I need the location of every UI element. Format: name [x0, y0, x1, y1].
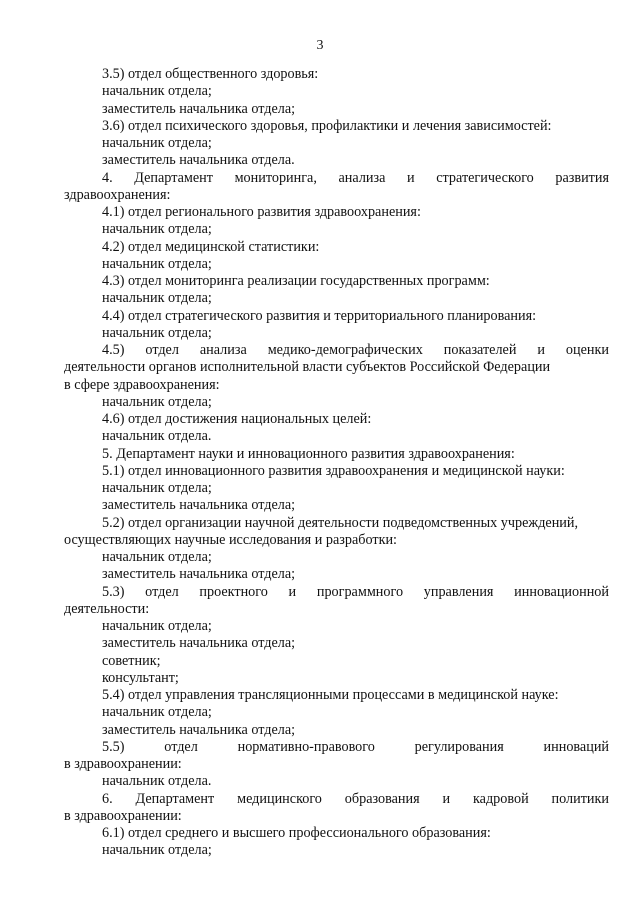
item-5-5-cont: в здравоохранении: — [64, 756, 182, 772]
item-4-5-cont: в сфере здравоохранения: — [64, 376, 220, 393]
position-line: начальник отдела; — [102, 324, 212, 341]
department-4-heading: 4. Департамент мониторинга, анализа и стратегического развития — [102, 169, 609, 186]
position-line: заместитель начальника отдела; — [102, 100, 296, 117]
position-line: начальник отдела; — [102, 221, 212, 238]
position-line: начальник отдела; — [102, 549, 212, 565]
department-6-heading: 6. Департамент медицинского образования и кадровой политики — [102, 790, 609, 807]
item-4-5-cont: деятельности органов исполнительной власти субъектов Российской Федерации — [64, 359, 551, 376]
position-line: заместитель начальника отдела; — [102, 721, 296, 738]
position-line: советник; — [102, 652, 161, 669]
department-4-heading-cont: здравоохранения: — [64, 186, 171, 203]
item-5-5: 5.5) отдел нормативно-правового регулирования инноваций — [102, 738, 609, 755]
position-line: начальник отдела; — [102, 704, 212, 721]
department-6-heading-cont: в здравоохранении: — [64, 807, 182, 824]
position-line: консультант; — [102, 669, 179, 686]
item-4-3: 4.3) отдел мониторинга реализации государственных программ: — [102, 273, 490, 289]
position-line: заместитель начальника отдела; — [102, 566, 296, 583]
item-4-5: 4.5) отдел анализа медико-демографических показателей и оценки — [102, 342, 609, 358]
page-number: 3 — [316, 38, 324, 53]
document-body — [64, 66, 609, 860]
item-5-4: 5.4) отдел управления трансляционными процессами в медицинской науке: — [102, 687, 559, 703]
item-3-6: 3.6) отдел психического здоровья, профилактики и лечения зависимостей: — [102, 117, 552, 134]
item-5-2: 5.2) отдел организации научной деятельности подведомственных учреждений, — [102, 514, 579, 531]
position-line: начальник отдела; — [102, 83, 212, 100]
department-5-heading: 5. Департамент науки и инновационного развития здравоохранения: — [102, 445, 515, 462]
position-line: начальник отдела; — [102, 393, 212, 410]
item-4-1: 4.1) отдел регионального развития здравоохранения: — [102, 204, 421, 220]
position-line: начальник отдела; — [102, 135, 212, 151]
position-line: начальник отдела; — [102, 842, 212, 859]
position-line: начальник отдела; — [102, 480, 212, 496]
item-5-3-cont: деятельности: — [64, 600, 150, 617]
position-line: начальник отдела. — [102, 773, 212, 790]
item-3-5: 3.5) отдел общественного здоровья: — [102, 66, 319, 82]
position-line: начальник отдела; — [102, 290, 212, 307]
position-line: начальник отдела. — [102, 428, 212, 445]
position-line: начальник отдела; — [102, 255, 212, 272]
item-5-3: 5.3) отдел проектного и программного управления инновационной — [102, 583, 609, 600]
item-5-2-cont: осуществляющих научные исследования и разработки: — [64, 531, 397, 548]
position-line: начальник отдела; — [102, 618, 212, 634]
item-5-1: 5.1) отдел инновационного развития здравоохранения и медицинской науки: — [102, 462, 565, 479]
item-4-6: 4.6) отдел достижения национальных целей: — [102, 411, 372, 427]
position-line: заместитель начальника отдела; — [102, 635, 296, 652]
item-4-4: 4.4) отдел стратегического развития и территориального планирования: — [102, 307, 537, 324]
item-4-2: 4.2) отдел медицинской статистики: — [102, 238, 320, 255]
position-line: заместитель начальника отдела; — [102, 497, 296, 514]
item-6-1: 6.1) отдел среднего и высшего профессионального образования: — [102, 825, 491, 841]
position-line: заместитель начальника отдела. — [102, 152, 295, 169]
